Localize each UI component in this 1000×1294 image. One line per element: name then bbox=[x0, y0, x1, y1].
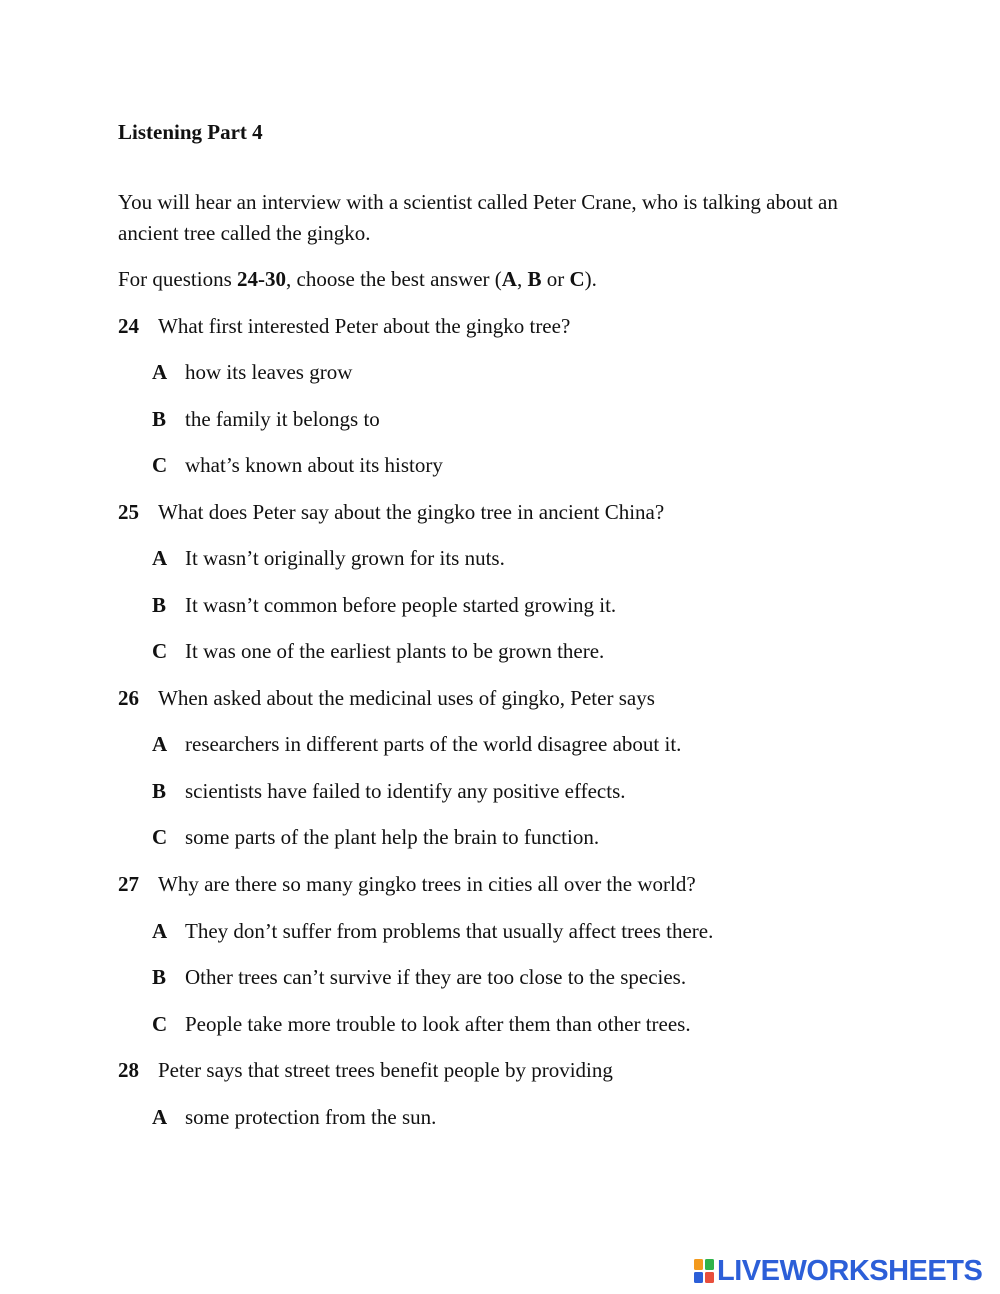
option-26-a[interactable] bbox=[152, 729, 681, 760]
option-letter: A bbox=[152, 546, 168, 570]
question-number: 25 bbox=[118, 500, 139, 524]
question-27 bbox=[118, 869, 696, 900]
option-text: It wasn’t common before people started growing it. bbox=[185, 593, 617, 617]
option-letter: B bbox=[152, 593, 167, 617]
instruction-line bbox=[118, 264, 597, 295]
page-title: Listening Part 4 bbox=[118, 120, 263, 144]
option-letter: C bbox=[152, 1012, 168, 1036]
option-letter: B bbox=[152, 407, 167, 431]
option-text: It wasn’t originally grown for its nuts. bbox=[185, 546, 505, 570]
option-letter: C bbox=[152, 825, 168, 849]
question-text: What first interested Peter about the gingko tree? bbox=[158, 314, 571, 338]
logo-text: LIVEWORKSHEETS bbox=[717, 1255, 983, 1287]
option-text: some protection from the sun. bbox=[185, 1105, 437, 1129]
option-26-b[interactable] bbox=[152, 776, 626, 807]
option-letter: A bbox=[152, 1105, 168, 1129]
question-number: 24 bbox=[118, 314, 139, 338]
option-27-a[interactable] bbox=[152, 916, 713, 947]
question-28 bbox=[118, 1055, 613, 1086]
option-text: researchers in different parts of the world disagree about it. bbox=[185, 732, 682, 756]
option-letter: B bbox=[152, 779, 167, 803]
option-text: the family it belongs to bbox=[185, 407, 380, 431]
question-text: Peter says that street trees benefit people by providing bbox=[158, 1058, 613, 1082]
question-text: What does Peter say about the gingko tree in ancient China? bbox=[158, 500, 665, 524]
instruction-comma: , bbox=[516, 267, 528, 291]
option-text: They don’t suffer from problems that usually affect trees there. bbox=[185, 919, 714, 943]
question-range: 24-30 bbox=[237, 267, 287, 291]
option-letter: C bbox=[152, 453, 168, 477]
liveworksheets-logo-icon bbox=[694, 1259, 714, 1283]
instruction-middle: , choose the best answer ( bbox=[286, 267, 502, 291]
option-25-b[interactable] bbox=[152, 590, 616, 621]
question-26 bbox=[118, 683, 655, 714]
choice-c-label: C bbox=[569, 267, 585, 291]
option-text: It was one of the earliest plants to be grown there. bbox=[185, 639, 605, 663]
question-text: Why are there so many gingko trees in cities all over the world? bbox=[158, 872, 696, 896]
option-letter: A bbox=[152, 360, 168, 384]
choice-a-label: A bbox=[501, 267, 517, 291]
option-letter: C bbox=[152, 639, 168, 663]
question-text: When asked about the medicinal uses of gingko, Peter says bbox=[158, 686, 655, 710]
option-text: some parts of the plant help the brain to function. bbox=[185, 825, 600, 849]
instruction-suffix: ). bbox=[584, 267, 597, 291]
option-28-a[interactable] bbox=[152, 1102, 436, 1133]
option-letter: A bbox=[152, 919, 168, 943]
intro-paragraph: You will hear an interview with a scientist called Peter Crane, who is talking about an ancient tree called the gingko. bbox=[118, 190, 838, 245]
option-24-c[interactable] bbox=[152, 450, 443, 481]
option-text: what’s known about its history bbox=[185, 453, 443, 477]
option-25-a[interactable] bbox=[152, 543, 505, 574]
option-text: People take more trouble to look after them than other trees. bbox=[185, 1012, 691, 1036]
option-text: scientists have failed to identify any positive effects. bbox=[185, 779, 626, 803]
question-number: 28 bbox=[118, 1058, 139, 1082]
option-letter: B bbox=[152, 965, 167, 989]
option-27-b[interactable] bbox=[152, 962, 686, 993]
option-27-c[interactable] bbox=[152, 1009, 691, 1040]
option-text: Other trees can’t survive if they are too close to the species. bbox=[185, 965, 687, 989]
question-24 bbox=[118, 311, 570, 342]
question-25 bbox=[118, 497, 664, 528]
option-letter: A bbox=[152, 732, 168, 756]
option-26-c[interactable] bbox=[152, 822, 599, 853]
option-24-b[interactable] bbox=[152, 404, 380, 435]
option-text: how its leaves grow bbox=[185, 360, 353, 384]
question-number: 26 bbox=[118, 686, 139, 710]
instruction-prefix: For questions bbox=[118, 267, 238, 291]
choice-b-label: B bbox=[527, 267, 542, 291]
instruction-or: or bbox=[541, 267, 570, 291]
option-25-c[interactable] bbox=[152, 636, 604, 667]
liveworksheets-logo bbox=[694, 1257, 982, 1285]
option-24-a[interactable] bbox=[152, 357, 352, 388]
question-number: 27 bbox=[118, 872, 139, 896]
